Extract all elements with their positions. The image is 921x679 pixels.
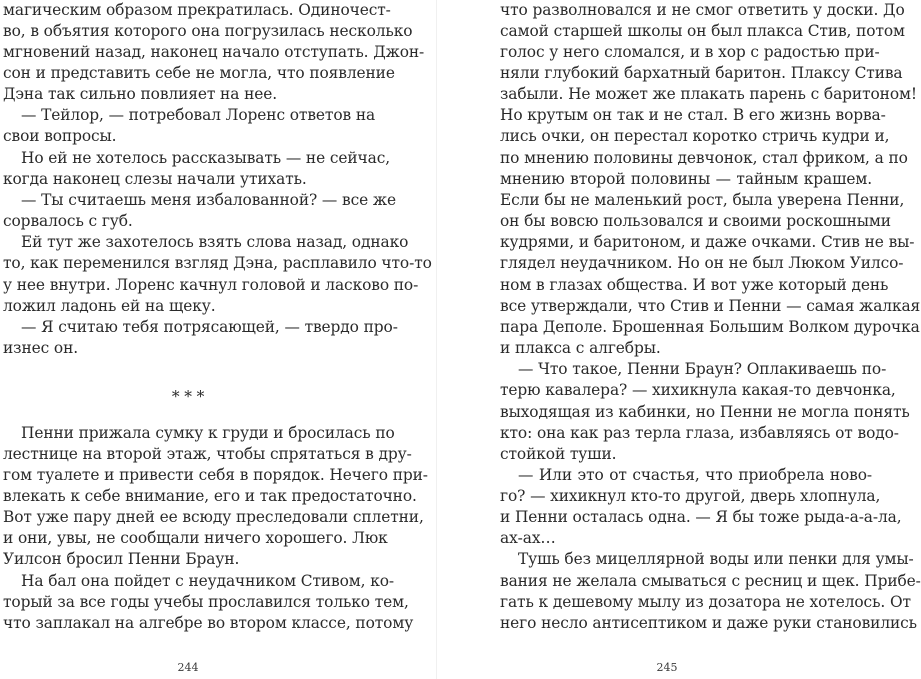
left-page (0, 0, 436, 679)
text-line: терю кавалера? — хихикнула какая-то девчонка, (500, 381, 896, 399)
text-line: Уилсон бросил Пенни Браун. (3, 550, 240, 568)
text-line: что разволновался и не смог ответить у доски. До (500, 1, 905, 19)
text-line: торый за все годы учебы прославился только тем, (3, 593, 409, 611)
text-line: сон и представить себе не могла, что появление (3, 64, 395, 82)
text-line: по мнению половины девчонок, стал фриком, а по (500, 149, 908, 167)
text-line: лись очки, он перестал коротко стричь кудри и, (500, 127, 890, 145)
text-line: магическим образом прекратилась. Одиночест- (3, 1, 391, 19)
text-line: и они, увы, не сообщали ничего хорошего. Люк (3, 529, 388, 547)
text-line: когда наконец слезы начали утихать. (3, 170, 307, 188)
text-line: него несло антисептиком и даже руки становились (500, 614, 917, 632)
page-number: 244 (177, 661, 199, 674)
text-line: влекать к себе внимание, его и так предостаточно. (3, 487, 417, 505)
text-line: и плакса с алгебры. (500, 339, 661, 357)
text-line: глядел неудачником. Но он не был Люком Уилсо- (500, 254, 904, 272)
text-line: гать к дешевому мылу из дозатора не хотелось. От (500, 593, 911, 611)
text-line: Тушь без мицеллярной воды или пенки для умы- (518, 550, 914, 568)
text-line: все утверждали, что Стив и Пенни — самая жалкая (500, 297, 921, 315)
text-line: стойкой туши. (500, 445, 617, 463)
text-line: кудрями, и баритоном, и даже очками. Стив не вы- (500, 233, 915, 251)
text-line: самой старшей школы он был плакса Стив, потом (500, 22, 905, 40)
text-line: пара Деполе. Брошенная Большим Волком дурочка (500, 318, 920, 336)
text-line: го? — хихикнул кто-то другой, дверь хлопнула, (500, 487, 881, 505)
text-line: ном в глазах общества. И вот уже который день (500, 276, 889, 294)
text-line: голос у него сломался, и в хор с радостью при- (500, 43, 880, 61)
section-break: * * * (171, 388, 205, 406)
text-line: вания не желала смываться с ресниц и щек. Прибе- (500, 572, 921, 590)
text-line: мнению второй половины — тайным крашем. (500, 170, 872, 188)
text-line: лестнице на второй этаж, чтобы спрятаться в дру- (3, 445, 412, 463)
text-line: Ей тут же захотелось взять слова назад, однако (21, 233, 409, 251)
text-line: и Пенни осталась одна. — Я бы тоже рыда-а-а-ла, (500, 508, 902, 526)
text-line: изнес он. (3, 339, 79, 357)
text-line: — Тейлор, — потребовал Лоренс ответов на (21, 106, 376, 124)
text-line: Вот уже пару дней ее всюду преследовали сплетни, (3, 508, 424, 526)
text-line: — Ты считаешь меня избалованной? — все же (21, 191, 396, 209)
page-number: 245 (656, 661, 678, 674)
text-line: во, в объятия которого она погрузилась несколько (3, 22, 413, 40)
text-line: мгновений назад, наконец начало отступать. Джон- (3, 43, 425, 61)
text-line: Но крутым он так и не стал. В его жизнь ворва- (500, 106, 886, 124)
text-line: кто: она как раз терла глаза, избавляясь от водо- (500, 424, 899, 442)
text-line: он бы вовсю пользовался и своими роскошными (500, 212, 891, 230)
text-line: — Я считаю тебя потрясающей, — твердо про- (21, 318, 398, 336)
text-line: На бал она пойдет с неудачником Стивом, ко- (21, 572, 395, 590)
text-line: — Или это от счастья, что приобрела ново- (518, 466, 872, 484)
text-line: свои вопросы. (3, 127, 117, 145)
text-line: то, как переменился взгляд Дэна, расплавило что-то (3, 254, 432, 272)
text-line: забыли. Не может же плакать парень с баритоном! (500, 85, 917, 103)
text-line: гом туалете и привести себя в порядок. Нечего при- (3, 466, 428, 484)
text-line: Если бы не маленький рост, была уверена Пенни, (500, 191, 905, 209)
text-line: — Что такое, Пенни Браун? Оплакиваешь по- (518, 360, 887, 378)
right-page (437, 0, 921, 679)
text-line: ах-ах… (500, 529, 556, 547)
text-line: что заплакал на алгебре во втором классе, потому (3, 614, 414, 632)
text-line: няли глубокий бархатный баритон. Плаксу Стива (500, 64, 903, 82)
text-line: Но ей не хотелось рассказывать — не сейчас, (21, 149, 391, 167)
text-line: сорвалось с губ. (3, 212, 133, 230)
text-line: Пенни прижала сумку к груди и бросилась по (21, 424, 395, 442)
text-line: у нее внутри. Лоренс качнул головой и ласково по- (3, 276, 419, 294)
text-line: ложил ладонь ей на щеку. (3, 297, 216, 315)
text-line: выходящая из кабинки, но Пенни не могла понять (500, 403, 910, 421)
text-line: Дэна так сильно повлияет на нее. (3, 85, 278, 103)
